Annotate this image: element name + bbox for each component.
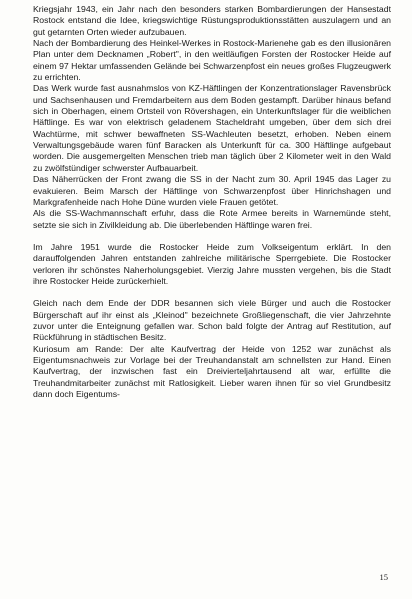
section-restitution — [33, 298, 391, 400]
paragraph: Im Jahre 1951 wurde die Rostocker Heide zum Volkseigentum erklärt. In den darauffolgenden Jahren entstanden zahlreiche militärische Sperrgebiete. Die Rostocker verloren ihr schönstes Naherholungsgebiet. Vierzig Jahre mussten vergehen, bis die Stadt ihre Rostocker Heide zurückerhielt. — [33, 241, 391, 286]
paragraph: Kriegsjahr 1943, ein Jahr nach den besonders starken Bombardierungen der Hansestadt Rostock entstand die Idee, kriegswichtige Rüstungsproduktionsstätten auszulagern und an gut getarnten Orten wieder aufzubauen. — [33, 4, 391, 37]
paragraph: Nach der Bombardierung des Heinkel-Werkes in Rostock-Marienehe gab es den illusionären Plan unter dem Decknamen „Robert", in den weitläufigen Forsten der Rostocker Heide auf einem 97 Hektar umfassenden Gelände bei Schwarzenpfost ein neues großes Flugzeugwerk zu errichten. — [33, 38, 391, 83]
section-volkseigentum — [33, 242, 391, 287]
paragraph: Das Näherrücken der Front zwang die SS in der Nacht zum 30. April 1945 das Lager zu evakuieren. Beim Marsch der Häftlinge von Schwarzenpfost über Hinrichshagen und Markgrafenheide nach Hohe Düne wurden viele Frauen getötet. — [33, 174, 391, 207]
paragraph: Kuriosum am Rande: Der alte Kaufvertrag der Heide von 1252 war zunächst als Eigentumsnachweis zur Vorlage bei der Treuhandanstalt am schnellsten zur Hand. Einen Kaufvertrag, der inzwischen fast ein Dreivierteljahrtausend alt war, erfüllte die Treuhandmitarbeiter zunächst mit Ratlosigkeit. Lieber waren ihnen für so viel Grundbesitz dann doch Eigentums- — [33, 343, 391, 399]
paragraph: Das Werk wurde fast ausnahmslos von KZ-Häftlingen der Konzentrationslager Ravensbrück und Sachsenhausen und Fremdarbeitern aus dem Boden gestampft. Darüber hinaus befand sich in Oberhagen, einem Ortsteil von Rövershagen, ein Unterkunftslager für die weiblichen Häftlinge. Es war von elektrisch geladenem Stacheldraht umgeben, über dem sich drei Wachtürme, mit schwer bewaffneten SS-Wachleuten besetzt, erhoben. Neben einem Verwaltungsgebäude waren fünf Baracken als Unterkunft für ca. 300 Häftlinge aufgebaut worden. Die ausgemergelten Menschen trieb man täglich über 2 Kilometer weit in den Wald zu zwölfstündiger schwerster Aufbauarbeit. — [33, 83, 391, 173]
paragraph: Gleich nach dem Ende der DDR besannen sich viele Bürger und auch die Rostocker Bürgerschaft auf ihr einst als „Kleinod" bezeichnete Großliegenschaft, die vier Jahrzehnte zuvor unter die Enteignung gefallen war. Schon bald folgte der Antrag auf Restitution, auf Rückführung in städtischen Besitz. — [33, 298, 391, 343]
page-number: 15 — [379, 572, 388, 582]
body-text — [33, 4, 391, 400]
paragraph: Als die SS-Wachmannschaft erfuhr, dass die Rote Armee bereits in Warnemünde steht, setzte sie sich in Zivilkleidung ab. Die überlebenden Häftlinge waren frei. — [33, 208, 391, 230]
section-war-history — [33, 4, 391, 231]
